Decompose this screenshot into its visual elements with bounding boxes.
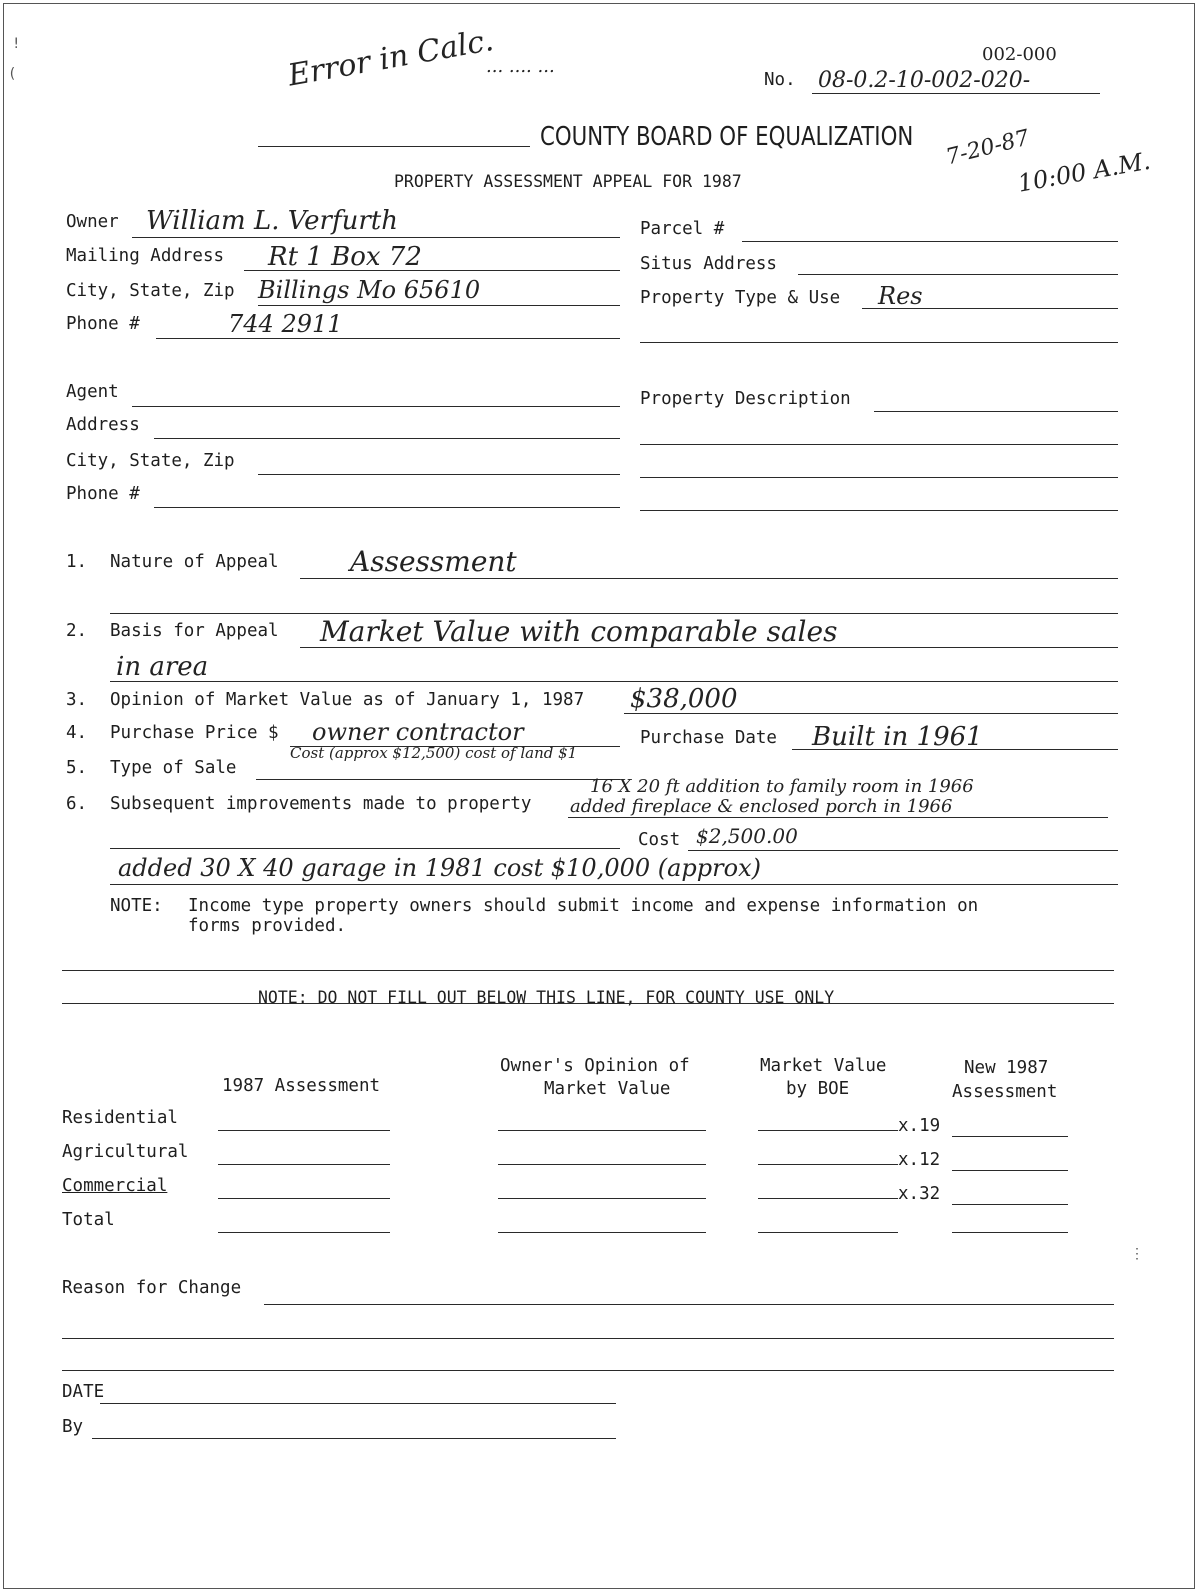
agent-address-label: Address (66, 415, 140, 435)
purchase-price-label: Purchase Price $ (110, 723, 279, 743)
type-of-sale-line (256, 779, 620, 780)
agent-phone-line[interactable] (154, 507, 620, 508)
agent-line[interactable] (132, 406, 620, 407)
agricultural-opinion-line[interactable] (498, 1164, 706, 1165)
date-label: DATE (62, 1382, 105, 1402)
reason-line-1[interactable] (264, 1304, 1114, 1305)
basis-for-appeal-value-2[interactable]: in area (116, 652, 209, 682)
agent-city-line[interactable] (258, 474, 620, 475)
city-state-zip-line (258, 305, 620, 306)
type-of-sale-label: Type of Sale (110, 758, 237, 778)
document-number-suffix: 002-000 (982, 44, 1057, 65)
parcel-line[interactable] (742, 241, 1118, 242)
owner-value[interactable]: William L. Verfurth (146, 206, 398, 236)
county-name-line (258, 146, 530, 147)
col-market-value-b: by BOE (786, 1079, 850, 1099)
county-use-note: NOTE: DO NOT FILL OUT BELOW THIS LINE, FOR COUNTY USE ONLY (258, 988, 835, 1007)
nature-of-appeal-value[interactable]: Assessment (350, 545, 517, 578)
agent-label: Agent (66, 382, 119, 402)
situs-address-label: Situs Address (640, 254, 777, 274)
property-description-line-1[interactable] (874, 411, 1118, 412)
nature-of-appeal-line-2[interactable] (110, 613, 1118, 614)
row-label-residential: Residential (62, 1108, 178, 1128)
property-description-label: Property Description (640, 389, 851, 409)
handwritten-note: Error in Calc. (285, 22, 497, 94)
basis-for-appeal-value[interactable]: Market Value with comparable sales (320, 615, 838, 648)
opinion-of-market-value-value[interactable]: $38,000 (630, 684, 738, 714)
improvements-value-3[interactable]: added 30 X 40 garage in 1981 cost $10,000 (approx) (118, 854, 761, 882)
agent-address-line[interactable] (154, 438, 620, 439)
form-subtitle: PROPERTY ASSESSMENT APPEAL FOR 1987 (394, 172, 742, 191)
item-number: 1. (66, 552, 88, 572)
board-title: COUNTY BOARD OF EQUALIZATION (540, 122, 914, 152)
purchase-date-value[interactable]: Built in 1961 (812, 722, 983, 752)
margin-mark: ( (8, 66, 17, 82)
residential-new-line[interactable] (952, 1136, 1068, 1137)
agent-city-label: City, State, Zip (66, 451, 235, 471)
commercial-1987-line[interactable] (218, 1198, 390, 1199)
row-label-total: Total (62, 1210, 115, 1230)
date-line[interactable] (100, 1403, 616, 1404)
time-stamp: 10:00 A.M. (1015, 146, 1153, 198)
phone-value[interactable]: 744 2911 (228, 310, 343, 338)
parcel-label: Parcel # (640, 219, 725, 239)
residential-multiplier: x.19 (898, 1116, 941, 1136)
divider-line-1 (62, 970, 1114, 971)
mailing-address-label: Mailing Address (66, 246, 225, 266)
margin-mark: ! (12, 36, 21, 52)
commercial-multiplier: x.32 (898, 1184, 941, 1204)
property-type-value[interactable]: Res (878, 282, 923, 310)
by-label: By (62, 1417, 84, 1437)
reason-for-change-label: Reason for Change (62, 1278, 242, 1298)
improvements-line (568, 817, 1108, 818)
agricultural-boe-line[interactable] (758, 1164, 898, 1165)
improvements-label: Subsequent improvements made to property (110, 794, 532, 814)
commercial-new-line[interactable] (952, 1204, 1068, 1205)
total-new-line[interactable] (952, 1232, 1068, 1233)
situs-address-line[interactable] (798, 274, 1118, 275)
property-description-line-4[interactable] (640, 510, 1118, 511)
agricultural-1987-line[interactable] (218, 1164, 390, 1165)
margin-mark: ⋮ (1130, 1246, 1144, 1262)
item-number: 4. (66, 723, 88, 743)
document-number-line (812, 93, 1100, 94)
property-type-line-2[interactable] (640, 342, 1118, 343)
col-new-assessment-b: Assessment (952, 1082, 1058, 1102)
note-text-1: Income type property owners should submit income and expense information on (188, 896, 979, 916)
divider-line-2 (62, 1003, 1114, 1004)
phone-label: Phone # (66, 314, 140, 334)
owner-line (132, 237, 620, 238)
reason-line-3[interactable] (62, 1370, 1114, 1371)
property-type-label: Property Type & Use (640, 288, 841, 308)
residential-boe-line[interactable] (758, 1130, 898, 1131)
agricultural-multiplier: x.12 (898, 1150, 941, 1170)
purchase-date-label: Purchase Date (640, 728, 777, 748)
item-number: 3. (66, 690, 88, 710)
city-state-zip-label: City, State, Zip (66, 281, 235, 301)
date-stamp: 7-20-87 (943, 125, 1032, 171)
document-number-label: No. (764, 70, 796, 90)
note-label: NOTE: (110, 896, 163, 916)
basis-for-appeal-label: Basis for Appeal (110, 621, 279, 641)
item-number: 6. (66, 794, 88, 814)
property-description-line-2[interactable] (640, 444, 1118, 445)
agent-phone-label: Phone # (66, 484, 140, 504)
col-market-value-a: Market Value (760, 1056, 887, 1076)
city-state-zip-value[interactable]: Billings Mo 65610 (258, 276, 481, 304)
col-owner-opinion-b: Market Value (544, 1079, 671, 1099)
cost-label: Cost (638, 830, 681, 850)
total-1987-line[interactable] (218, 1232, 390, 1233)
item-number: 2. (66, 621, 88, 641)
nature-of-appeal-label: Nature of Appeal (110, 552, 279, 572)
total-opinion-line[interactable] (498, 1232, 706, 1233)
mailing-address-value[interactable]: Rt 1 Box 72 (268, 242, 422, 272)
improvements-value-1[interactable]: 16 X 20 ft addition to family room in 1966 (590, 776, 974, 797)
document-number-value[interactable]: 08-0.2-10-002-020- (818, 68, 1031, 93)
type-of-sale-value[interactable]: Cost (approx $12,500) cost of land $1 (290, 744, 578, 762)
row-label-agricultural: Agricultural (62, 1142, 189, 1162)
purchase-price-value[interactable]: owner contractor (312, 718, 524, 746)
col-owner-opinion-a: Owner's Opinion of (500, 1056, 690, 1076)
cost-value[interactable]: $2,500.00 (696, 824, 798, 848)
nature-of-appeal-line (300, 578, 1118, 579)
col-1987-assessment: 1987 Assessment (222, 1076, 381, 1096)
total-boe-line[interactable] (758, 1232, 898, 1233)
commercial-opinion-line[interactable] (498, 1198, 706, 1199)
property-description-line-3[interactable] (640, 477, 1118, 478)
note-text-2: forms provided. (188, 916, 347, 936)
phone-line (156, 338, 620, 339)
improvements-value-2[interactable]: added fireplace & enclosed porch in 1966 (570, 796, 953, 817)
basis-for-appeal-line-2 (110, 681, 1118, 682)
owner-label: Owner (66, 212, 119, 232)
col-new-assessment-a: New 1987 (964, 1058, 1049, 1078)
residential-opinion-line[interactable] (498, 1130, 706, 1131)
item-number: 5. (66, 758, 88, 778)
improvements-line-2[interactable] (110, 848, 620, 849)
agricultural-new-line[interactable] (952, 1170, 1068, 1171)
improvements-line-3 (110, 884, 1118, 885)
reason-line-2[interactable] (62, 1338, 1114, 1339)
handwritten-dots: ... .... ... (486, 56, 555, 77)
cost-line (688, 850, 1118, 851)
opinion-of-market-value-label: Opinion of Market Value as of January 1, 1987 (110, 690, 585, 710)
row-label-commercial: Commercial (62, 1176, 168, 1196)
residential-1987-line[interactable] (218, 1130, 390, 1131)
commercial-boe-line[interactable] (758, 1198, 898, 1199)
by-line[interactable] (92, 1438, 616, 1439)
